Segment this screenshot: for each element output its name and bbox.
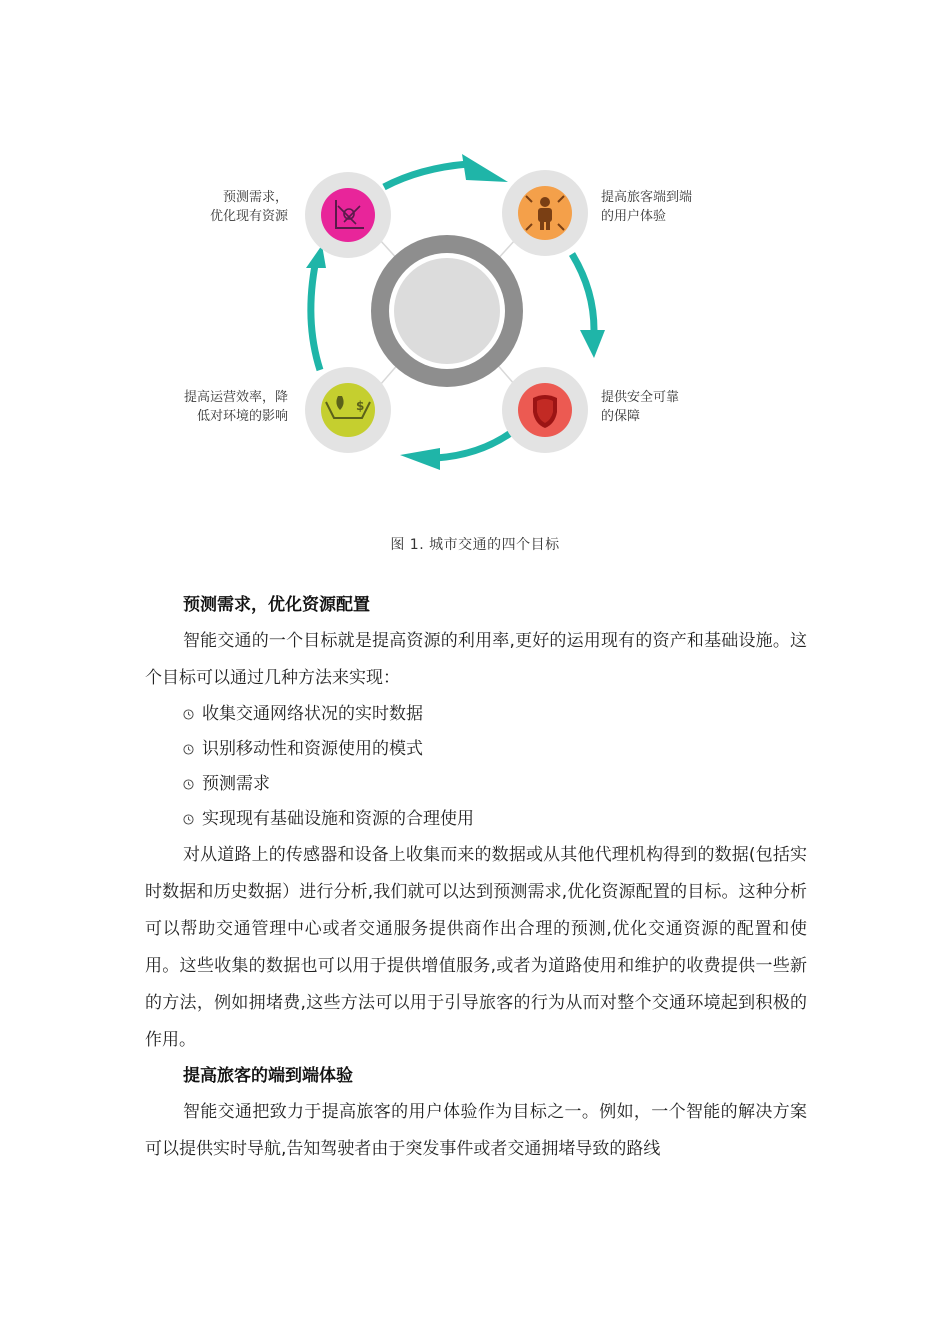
svg-text:$: $ bbox=[356, 399, 365, 413]
arrow-head-bottom bbox=[400, 448, 440, 470]
body-paragraph: 智能交通把致力于提高旅客的用户体验作为目标之一。例如，一个智能的解决方案可以提供实时导航,告知驾驶者由于突发事件或者交通拥堵导致的路线 bbox=[145, 1102, 807, 1159]
section-heading: 提高旅客的端到端体验 bbox=[183, 1066, 353, 1086]
goal-label-demand: 预测需求， 优化现有资源 bbox=[209, 190, 288, 224]
list-item: 预测需求 bbox=[145, 767, 807, 802]
goal-label-experience: 提高旅客端到端 的用户体验 bbox=[601, 190, 693, 224]
clock-bullet-icon bbox=[183, 744, 194, 755]
arrow-head-right bbox=[580, 330, 605, 358]
arc-bottom bbox=[436, 432, 512, 458]
clock-bullet-icon bbox=[183, 779, 194, 790]
goal-label-efficiency: 提高运营效率，降 低对环境的影响 bbox=[183, 390, 288, 424]
arc-top bbox=[384, 164, 468, 187]
arc-right bbox=[572, 254, 594, 330]
list-item: 实现现有基础设施和资源的合理使用 bbox=[145, 802, 807, 837]
center-disc bbox=[394, 258, 500, 364]
clock-bullet-icon bbox=[183, 709, 194, 720]
goals-figure bbox=[0, 0, 950, 500]
list-item: 收集交通网络状况的实时数据 bbox=[145, 697, 807, 732]
arrow-head-top bbox=[462, 154, 508, 182]
goal-node-demand bbox=[305, 172, 391, 258]
arc-left bbox=[311, 260, 320, 370]
figure-caption: 图 1. 城市交通的四个目标 bbox=[390, 537, 560, 553]
document-body bbox=[145, 588, 807, 1168]
goal-label-safety: 提供安全可靠 的保障 bbox=[601, 390, 680, 424]
clock-bullet-icon bbox=[183, 814, 194, 825]
goal-node-efficiency bbox=[305, 367, 391, 453]
section-heading: 预测需求，优化资源配置 bbox=[183, 595, 370, 615]
goal-node-safety bbox=[502, 367, 588, 453]
goals-diagram bbox=[0, 0, 950, 500]
body-paragraph: 对从道路上的传感器和设备上收集而来的数据或从其他代理机构得到的数据(包括实时数据和历史数据）进行分析,我们就可以达到预测需求,优化资源配置的目标。这种分析可以帮助交通管理中心或者交通服务提供商作出合理的预测,优化交通资源的配置和使用。这些收集的数据也可以用于提供增值服务,或者为道路使用和维护的收费提供一些新的方法，例如拥堵费,这些方法可以用于引导旅客的行为从而对整个交通环境起到积极的作用。 bbox=[145, 845, 807, 1050]
intro-paragraph: 智能交通的一个目标就是提高资源的利用率,更好的运用现有的资产和基础设施。这个目标可以通过几种方法来实现： bbox=[145, 631, 807, 688]
goal-node-experience bbox=[502, 170, 588, 256]
list-item: 识别移动性和资源使用的模式 bbox=[145, 732, 807, 767]
